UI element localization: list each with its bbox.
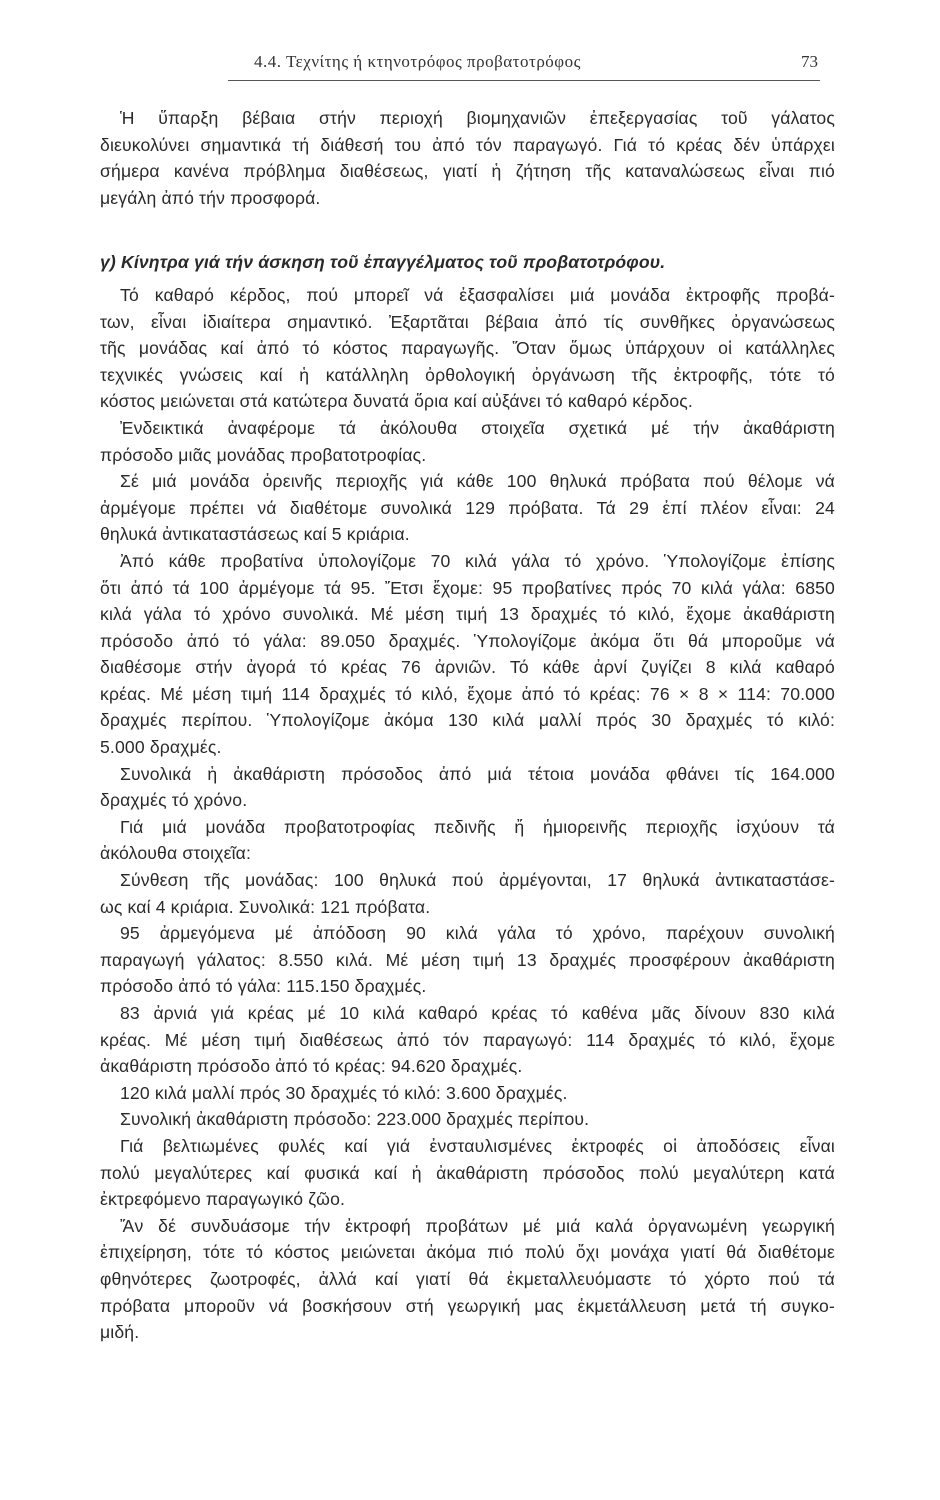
text-line: Γιά βελτιωμένες φυλές καί γιά ἐνσταυλισμένες ἐκτροφές οἱ ἀποδόσεις εἶναι (120, 1135, 835, 1156)
text-line: ἐκτρεφόμενο παραγωγικό ζῶο. (100, 1189, 346, 1210)
text-line: Ἀπό κάθε προβατίνα ὑπολογίζομε 70 κιλά γάλα τό χρόνο. Ὑπολογίζομε ἐπίσης (120, 550, 835, 571)
text-line: 5.000 δραχμές. (100, 737, 222, 758)
text-line: των, εἶναι ἰδιαίτερα σημαντικό. Ἐξαρτᾶται βέβαια ἀπό τίς συνθῆκες ὀργανώσεως (100, 311, 835, 332)
text-line: παραγωγή γάλατος: 8.550 κιλά. Μέ μέση τιμή 13 δραχμές προσφέρουν ἀκαθάριστη (100, 949, 835, 970)
text-line: κιλά γάλα τό χρόνο συνολικά. Μέ μέση τιμή 13 δραχμές τό κιλό, ἔχομε ἀκαθάριστη (100, 604, 835, 625)
text-line: 120 κιλά μαλλί πρός 30 δραχμές τό κιλό: 3.600 δραχμές. (120, 1082, 568, 1103)
text-line: Σέ μιά μονάδα ὀρεινῆς περιοχῆς γιά κάθε 100 θηλυκά πρόβατα πού θέλομε νά (120, 471, 835, 492)
text-line: διευκολύνει σημαντικά τή διάθεσή του ἀπό τόν παραγωγό. Γιά τό κρέας δέν ὑπάρχει (100, 134, 835, 155)
text-line: πρόσοδο μιᾶς μονάδας προβατοτροφίας. (100, 444, 427, 465)
page-number: 73 (801, 52, 818, 71)
text-line: διαθέσομε στήν ἀγορά τό κρέας 76 ἀρνιῶν. Τό κάθε ἀρνί ζυγίζει 8 κιλά καθαρό (100, 657, 835, 678)
text-line: ἐπιχείρηση, τότε τό κόστος μειώνεται ἀκόμα πιό πολύ ὄχι μονάχα γιατί θά διαθέτομε (100, 1242, 835, 1263)
text-line: Συνολικά ἡ ἀκαθάριστη πρόσοδος ἀπό μιά τέτοια μονάδα φθάνει τίς 164.000 (120, 763, 835, 784)
text-line: ἀκαθάριστη πρόσοδο ἀπό τό κρέας: 94.620 δραχμές. (100, 1056, 523, 1077)
text-line: κόστος μειώνεται στά κατώτερα δυνατά ὅρια καί αὐξάνει τό καθαρό κέρδος. (100, 391, 693, 412)
running-title: 4.4. Τεχνίτης ή κτηνοτρόφος προβατοτρόφος (254, 52, 581, 71)
text-line: μεγάλη ἀπό τήν προσφορά. (100, 187, 321, 208)
text-line: κρέας. Μέ μέση τιμή 114 δραχμές τό κιλό, ἔχομε ἀπό τό κρέας: 76 × 8 × 114: 70.000 (100, 683, 835, 704)
text-line: τεχνικές γνώσεις καί ἡ κατάλληλη ὀρθολογική ὀργάνωση τῆς ἐκτροφῆς, τότε τό (100, 364, 835, 385)
text-line: δραχμές περίπου. Ὑπολογίζομε ἀκόμα 130 κιλά μαλλί πρός 30 δραχμές τό κιλό: (100, 710, 835, 731)
text-line: δραχμές τό χρόνο. (100, 790, 248, 811)
text-line: πολύ μεγαλύτερες καί φυσικά καί ἡ ἀκαθάριστη πρόσοδος πολύ μεγαλύτερη κατά (100, 1162, 835, 1183)
text-line: Ἄν δέ συνδυάσομε τήν ἐκτροφή προβάτων μέ μιά καλά ὀργανωμένη γεωργική (120, 1215, 835, 1236)
text-line: Σύνθεση τῆς μονάδας: 100 θηλυκά πού ἀρμέγονται, 17 θηλυκά ἀντικαταστάσε- (120, 870, 835, 891)
text-line: 83 ἀρνιά γιά κρέας μέ 10 κιλά καθαρό κρέας τό καθένα μᾶς δίνουν 830 κιλά (120, 1003, 835, 1023)
page-header (228, 52, 820, 81)
text-line: ως καί 4 κριάρια. Συνολικά: 121 πρόβατα. (100, 896, 431, 917)
text-line: Γιά μιά μονάδα προβατοτροφίας πεδινῆς ἤ ἡμιορεινῆς περιοχῆς ἰσχύουν τά (120, 816, 835, 837)
text-line: τῆς μονάδας καί ἀπό τό κόστος παραγωγῆς. Ὅταν ὅμως ὑπάρχουν οἱ κατάλληλες (100, 338, 835, 359)
text-line: πρόσοδο ἀπό τό γάλα: 89.050 δραχμές. Ὑπολογίζομε ἀκόμα ὅτι θά μποροῦμε νά (100, 630, 835, 651)
text-line: ἀκόλουθα στοιχεῖα: (100, 843, 251, 864)
text-line: θηλυκά ἀντικαταστάσεως καί 5 κριάρια. (100, 524, 410, 545)
text-line: πρόσοδο ἀπό τό γάλα: 115.150 δραχμές. (100, 976, 427, 997)
text-line: κρέας. Μέ μέση τιμή διαθέσεως ἀπό τόν παραγωγό: 114 δραχμές τό κιλό, ἔχομε (100, 1029, 835, 1050)
text-line: σήμερα κανένα πρόβλημα διαθέσεως, γιατί ἡ ζήτηση τῆς καταναλώσεως εἶναι πιό (100, 161, 835, 182)
body-text (100, 105, 835, 1346)
text-line: 95 ἀρμεγόμενα μέ ἀπόδοση 90 κιλά γάλα τό χρόνο, παρέχουν συνολική (120, 923, 835, 944)
text-line: ἀρμέγομε πρέπει νά διαθέτομε συνολικά 129 πρόβατα. Τά 29 ἐπί πλέον εἶναι: 24 (100, 497, 835, 518)
section-heading: γ) Κίνητρα γιά τήν άσκηση τοῦ ἐπαγγέλματος τοῦ προβατοτρόφου. (100, 252, 666, 273)
text-line: Ἐνδεικτικά ἀναφέρομε τά ἀκόλουθα στοιχεῖα σχετικά μέ τήν ἀκαθάριστη (120, 417, 835, 438)
text-line: Ἡ ὕπαρξη βέβαια στήν περιοχή βιομηχανιῶν ἐπεξεργασίας τοῦ γάλατος (120, 108, 835, 128)
text-line: φθηνότερες ζωοτροφές, ἀλλά καί γιατί θά ἐκμεταλλευόμαστε τό χόρτο πού τά (100, 1268, 835, 1289)
text-line: Τό καθαρό κέρδος, πού μπορεῖ νά ἐξασφαλίσει μιά μονάδα ἐκτροφῆς προβά- (120, 284, 835, 305)
text-line: πρόβατα μποροῦν νά βοσκήσουν στή γεωργική μας ἐκμετάλλευση μετά τή συγκο- (100, 1295, 835, 1316)
text-line: ὅτι ἀπό τά 100 ἀρμέγομε τά 95. Ἔτσι ἔχομε: 95 προβατίνες πρός 70 κιλά γάλα: 6850 (100, 577, 835, 598)
text-line: μιδή. (100, 1322, 140, 1343)
text-line: Συνολική ἀκαθάριστη πρόσοδο: 223.000 δραχμές περίπου. (120, 1109, 590, 1130)
